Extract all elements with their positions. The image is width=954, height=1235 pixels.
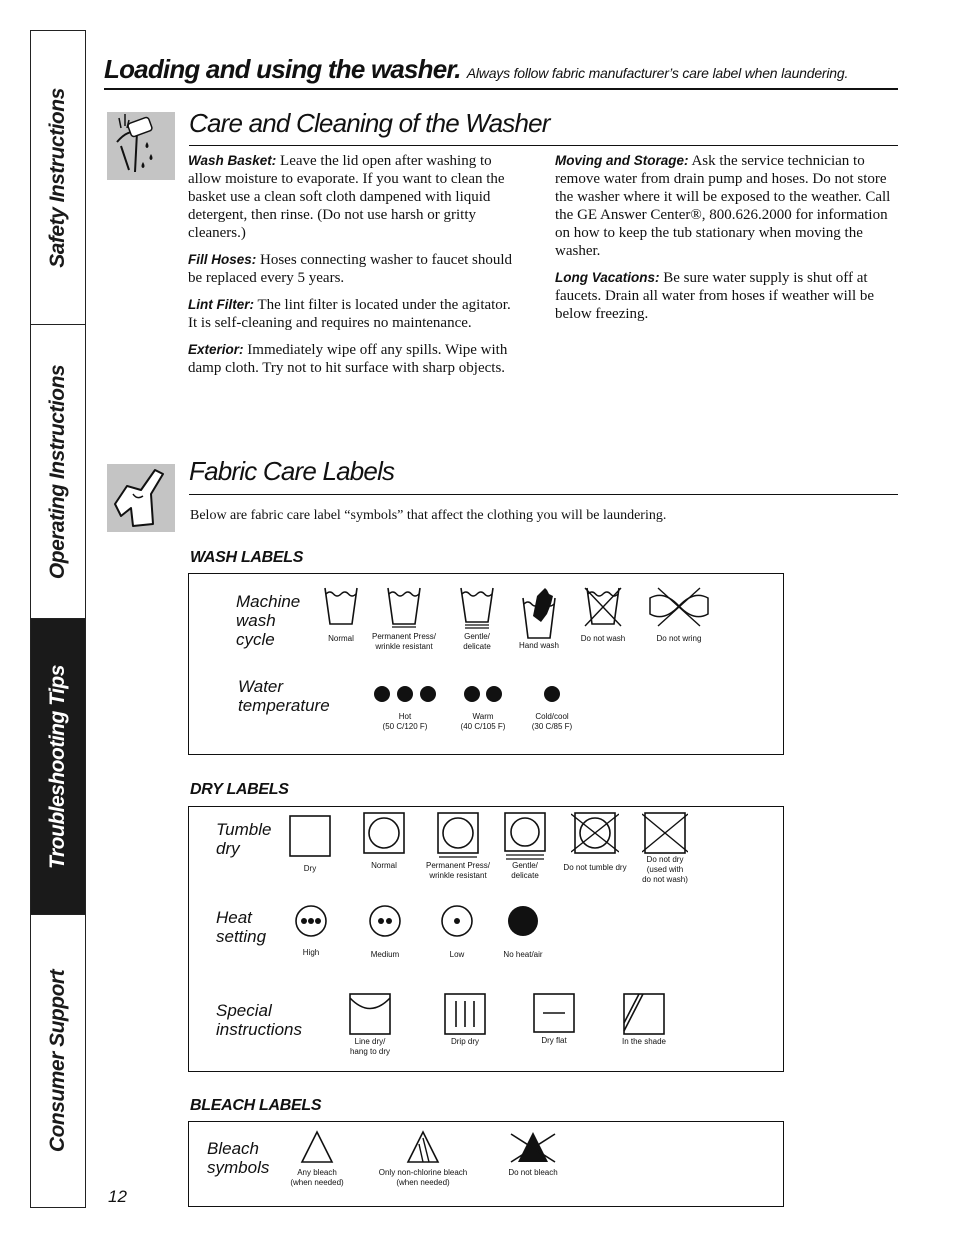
- symbol-caption: No heat/air: [503, 950, 543, 959]
- symbol-caption: Hand wash: [518, 641, 560, 650]
- wash-permanent-press-symbol: [362, 586, 446, 652]
- care-item: [188, 152, 522, 242]
- line-dry-symbol: [340, 993, 400, 1057]
- fabric-rule: [189, 494, 898, 495]
- symbol-caption: Any bleach (when needed): [290, 1168, 344, 1187]
- symbol-caption: High: [302, 948, 320, 957]
- special-instructions-label: Special instructions: [216, 1001, 302, 1039]
- symbol-caption: Gentle/ delicate: [511, 861, 539, 880]
- bleach-labels-box: [188, 1121, 784, 1207]
- drip-dry-symbol: [436, 993, 494, 1047]
- non-chlorine-bleach-symbol: [368, 1130, 478, 1188]
- care-term: Long Vacations:: [555, 270, 660, 285]
- page-number: 12: [108, 1187, 127, 1206]
- fabric-section-title: Fabric Care Labels: [189, 456, 395, 486]
- symbol-caption: Do not wring: [656, 634, 702, 643]
- symbol-caption: Do not dry (used with do not wash): [642, 855, 688, 884]
- heat-setting-label: Heat setting: [216, 908, 267, 946]
- water-temp-warm-symbol: [450, 684, 516, 732]
- care-term: Moving and Storage:: [555, 153, 689, 168]
- care-rule: [189, 145, 898, 146]
- care-term: Fill Hoses:: [188, 252, 257, 267]
- do-not-bleach-symbol: [498, 1130, 568, 1178]
- symbol-caption: Dry flat: [541, 1036, 567, 1045]
- care-item: [188, 341, 522, 377]
- care-text: Be sure water supply is shut off at faucets. Drain all water from hoses if weather will be below freezing.: [555, 270, 875, 322]
- machine-wash-label: Machine wash cycle: [236, 592, 301, 649]
- care-term: Wash Basket:: [188, 153, 277, 168]
- water-temperature-label: Water temperature: [238, 677, 330, 715]
- tab-label: Safety Instructions: [46, 88, 69, 268]
- shirt-icon: [107, 464, 175, 532]
- symbol-caption: Low: [449, 950, 465, 959]
- wash-gentle-symbol: [448, 586, 506, 652]
- care-item: [555, 269, 898, 323]
- care-item: [555, 152, 898, 260]
- fabric-intro: Below are fabric care label “symbols” that affect the clothing you will be laundering.: [190, 508, 667, 523]
- tab-troubleshooting-tips[interactable]: [30, 618, 86, 916]
- tab-label: Troubleshooting Tips: [46, 665, 69, 869]
- symbol-caption: Warm (40 C/105 F): [460, 712, 506, 731]
- header-rule: [104, 88, 898, 90]
- symbol-caption: Do not tumble dry: [563, 863, 627, 872]
- water-temp-hot-symbol: [364, 684, 446, 732]
- page-subtitle: Always follow fabric manufacturer’s care label when laundering.: [466, 65, 849, 81]
- symbol-caption: Hot (50 C/120 F): [382, 712, 428, 731]
- tab-operating-instructions[interactable]: [30, 324, 86, 620]
- tumble-dry-normal-symbol: [362, 812, 406, 871]
- symbol-caption: Medium: [370, 950, 400, 959]
- tab-label: Operating Instructions: [46, 364, 69, 580]
- care-term: Exterior:: [188, 342, 244, 357]
- wash-do-not-wash-symbol: [574, 586, 632, 644]
- symbol-caption: Drip dry: [450, 1037, 479, 1046]
- care-left-column: [188, 152, 522, 386]
- wash-hand-wash-symbol: [510, 586, 568, 651]
- heat-medium-symbol: [364, 904, 406, 960]
- page-title: Loading and using the washer.: [104, 54, 461, 84]
- symbol-caption: Permanent Press/ wrinkle resistant: [371, 632, 437, 651]
- care-text: Hoses connecting washer to faucet should be replaced every 5 years.: [188, 252, 513, 286]
- symbol-caption: Gentle/ delicate: [463, 632, 491, 651]
- wash-labels-title: WASH LABELS: [190, 549, 304, 566]
- symbol-caption: Do not bleach: [508, 1168, 558, 1177]
- dry-symbol: [288, 815, 332, 874]
- care-item: [188, 296, 522, 332]
- symbol-caption: Line dry/ hang to dry: [349, 1037, 391, 1056]
- tumble-dry-label: Tumble dry: [216, 820, 272, 858]
- care-text: Leave the lid open after washing to allow moisture to evaporate. If you want to clean the basket use a clean soft cloth dampened with liquid detergent, then rinse. (Do not use harsh or gritty cleaners.): [188, 153, 505, 241]
- tumble-dry-gentle-symbol: [500, 812, 550, 881]
- do-not-tumble-dry-symbol: [558, 812, 632, 873]
- do-not-dry-symbol: [636, 812, 694, 885]
- care-section-title: Care and Cleaning of the Washer: [189, 108, 550, 138]
- symbol-caption: Cold/cool (30 C/85 F): [531, 712, 573, 731]
- symbol-caption: Dry: [303, 864, 317, 873]
- tab-label: Consumer Support: [46, 969, 69, 1153]
- wash-do-not-wring-symbol: [642, 586, 716, 644]
- care-text: Immediately wipe off any spills. Wipe with damp cloth. Try not to hit surface with sharp objects.: [188, 342, 508, 376]
- care-right-column: [555, 152, 898, 332]
- dry-labels-title: DRY LABELS: [190, 781, 289, 798]
- care-text: The lint filter is located under the agitator. It is self-cleaning and requires no maintenance.: [188, 297, 511, 331]
- care-text: Ask the service technician to remove water from drain pump and hoses. Do not store the washer where it will be exposed to the weather. Call the GE Answer Center®, 800.626.2000 for information on how to keep the tub stationary when moving the washer.: [555, 153, 891, 259]
- symbol-caption: Normal: [328, 634, 354, 643]
- dry-flat-symbol: [526, 993, 582, 1046]
- care-term: Lint Filter:: [188, 297, 254, 312]
- symbol-caption: In the shade: [621, 1037, 667, 1046]
- heat-low-symbol: [436, 904, 478, 960]
- symbol-caption: Permanent Press/ wrinkle resistant: [425, 861, 491, 880]
- page-header: [104, 54, 848, 85]
- no-heat-air-symbol: [494, 904, 552, 960]
- dry-in-shade-symbol: [614, 993, 674, 1047]
- care-item: [188, 251, 522, 287]
- tab-consumer-support[interactable]: [30, 914, 86, 1208]
- any-bleach-symbol: [282, 1130, 352, 1188]
- symbol-caption: Only non-chlorine bleach (when needed): [378, 1168, 468, 1187]
- tumble-dry-permanent-press-symbol: [416, 812, 500, 881]
- cleaning-cloth-icon: [107, 112, 175, 180]
- symbol-caption: Do not wash: [580, 634, 626, 643]
- bleach-labels-title: BLEACH LABELS: [190, 1097, 322, 1114]
- tab-safety-instructions[interactable]: [30, 30, 86, 326]
- water-temp-cold-symbol: [520, 684, 584, 732]
- symbol-caption: Normal: [371, 861, 397, 870]
- bleach-symbols-label: Bleach symbols: [207, 1139, 270, 1177]
- heat-high-symbol: [290, 904, 332, 958]
